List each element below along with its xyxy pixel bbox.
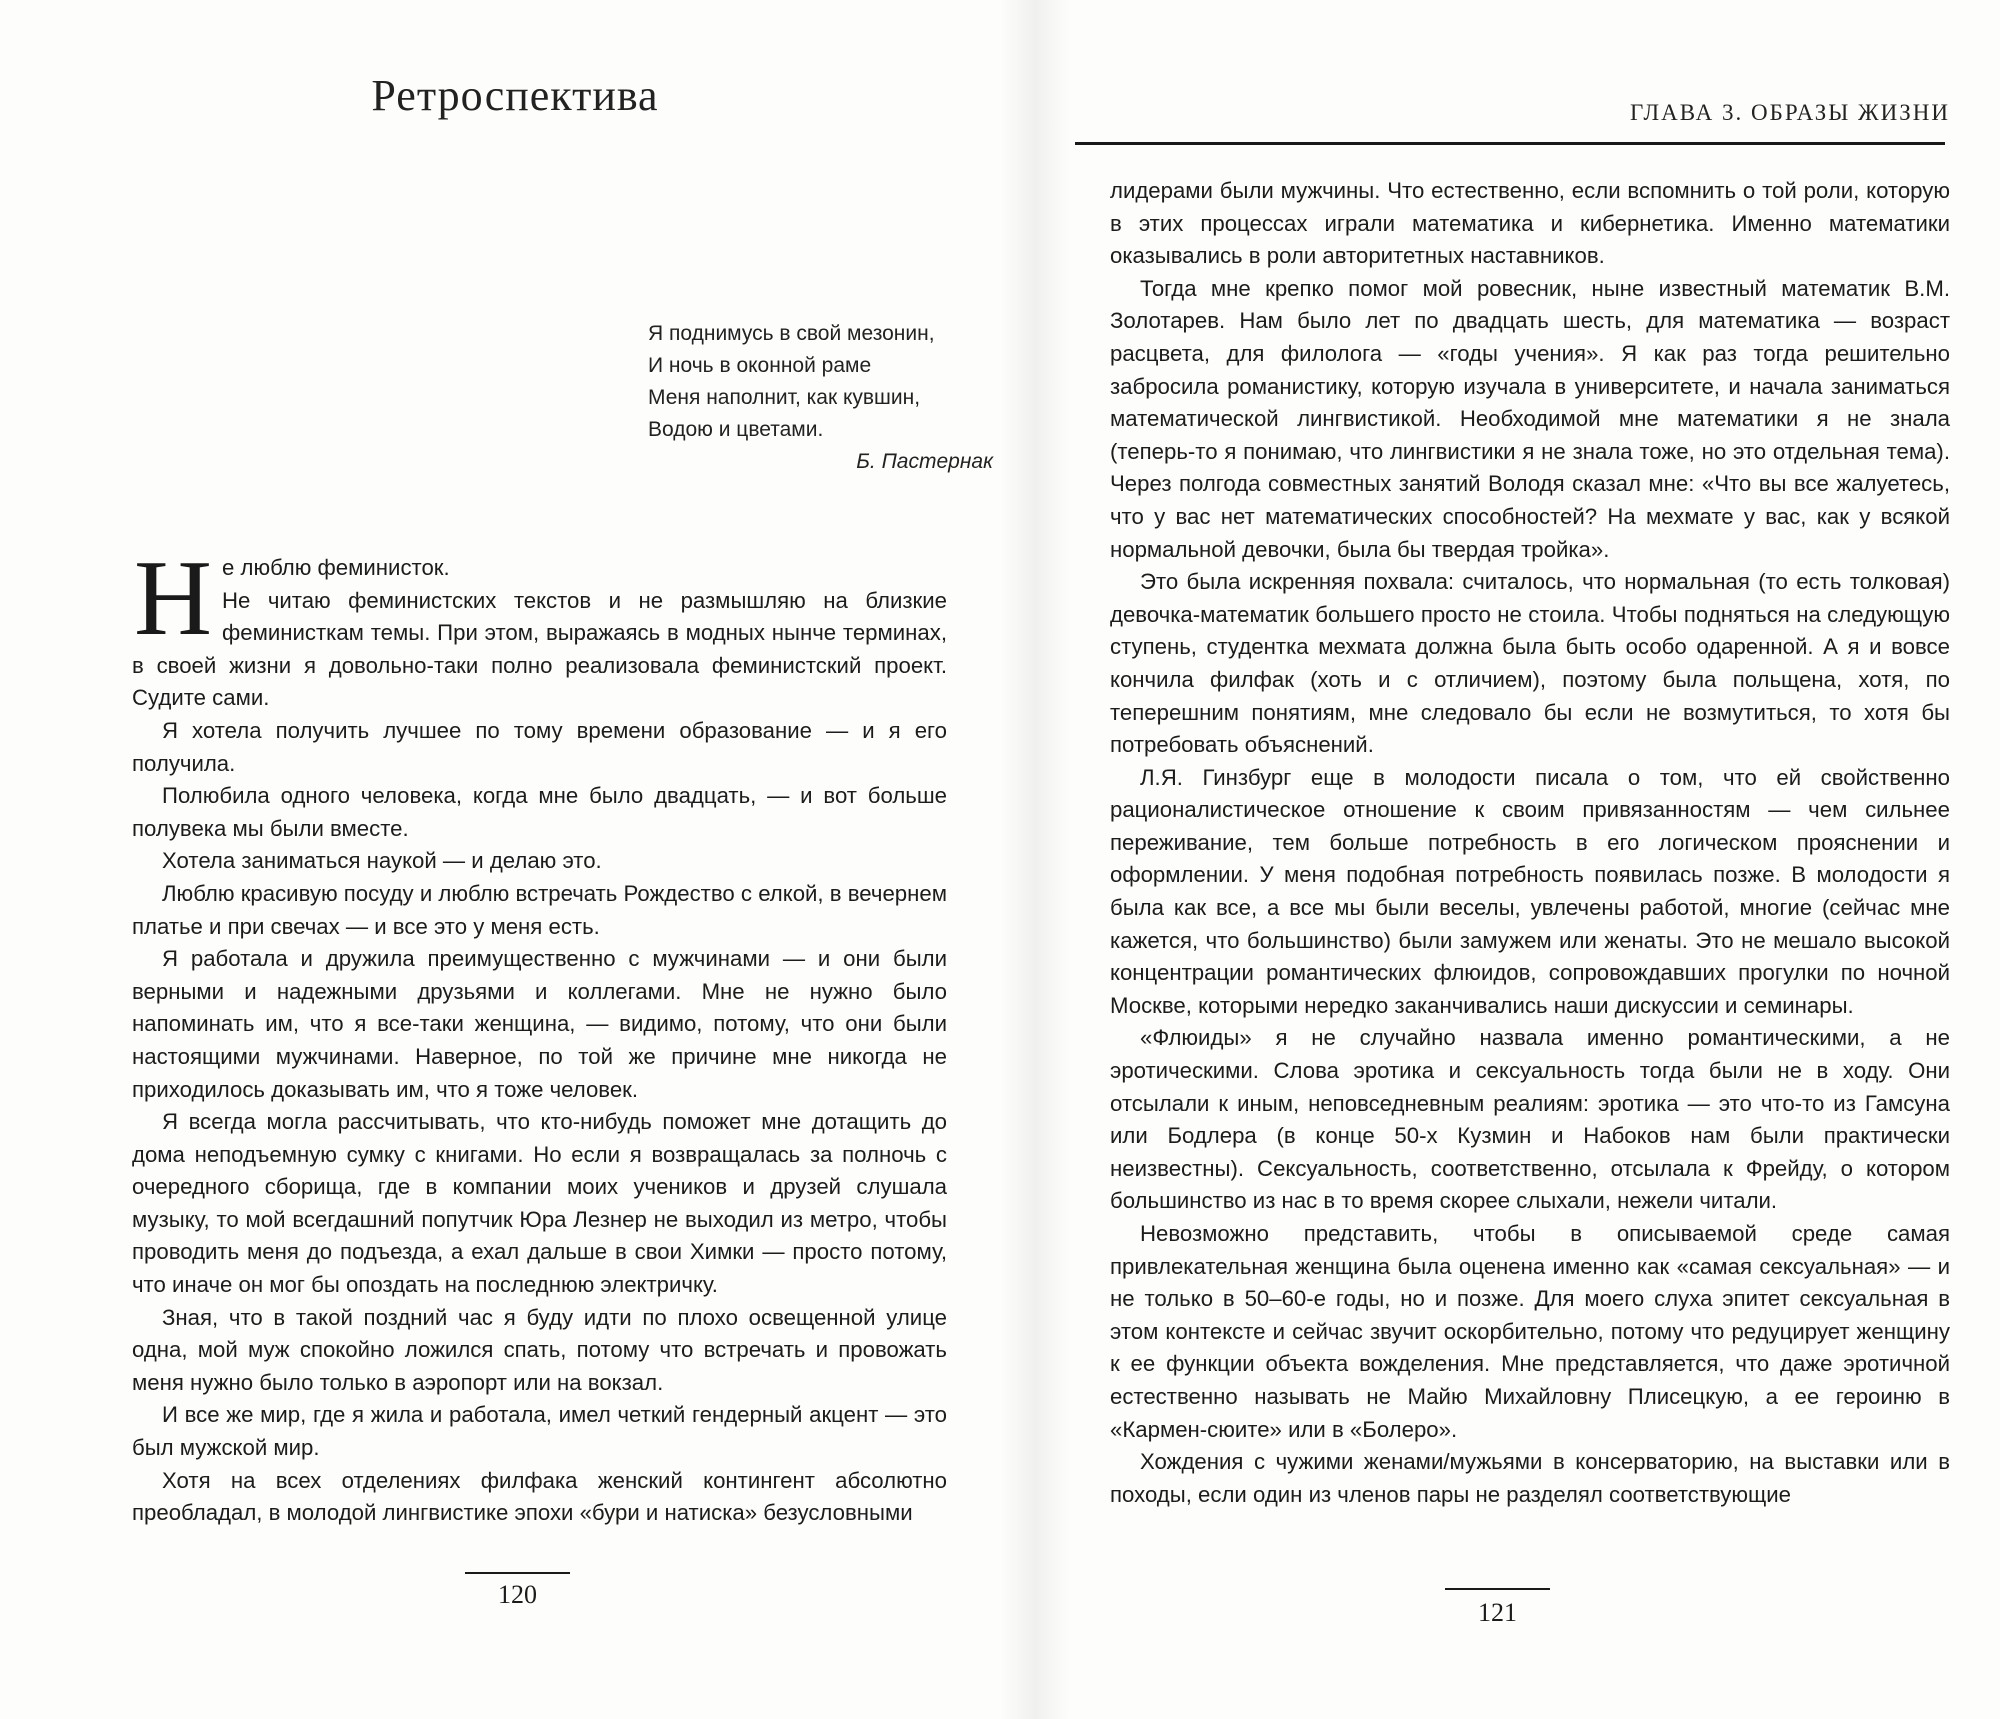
paragraph: Я работала и дружила преимущественно с мужчинами — и они были верными и надежными друзьями и коллегами. Мне не нужно было напоминать им, что я все-таки женщина, — видимо, потому, что они были настоящими мужчинами. Наверное, по той же причине мне никогда не приходилось доказывать им, что я тоже человек. xyxy=(132,946,947,1102)
paragraph: И все же мир, где я жила и работала, имел четкий гендерный акцент — это был мужской мир. xyxy=(132,1402,947,1461)
paragraph: Люблю красивую посуду и люблю встречать Рождество с елкой, в вечернем платье и при свечах — и все это у меня есть. xyxy=(132,880,947,939)
right-body-text xyxy=(1110,175,1950,1511)
epigraph xyxy=(648,318,993,478)
footer-rule xyxy=(465,1572,570,1574)
left-body-text xyxy=(132,539,947,1530)
page-number: 121 xyxy=(1478,1598,1517,1627)
page-number: 120 xyxy=(498,1580,537,1609)
paragraph: Это была искренняя похвала: считалось, что нормальная (то есть толковая) девочка-математик большего просто не стоила. Чтобы подняться на следующую ступень, студентка мехмата должна была быть особо одаренной. А я и вовсе кончила филфак (хоть и с отличием), поэтому была польщена, хотя, по теперешним понятиям, мне следовало бы если не возмутиться, то хотя бы потребовать объяснений. xyxy=(1110,569,1950,758)
header-rule xyxy=(1075,142,1945,145)
paragraph: Полюбила одного человека, когда мне было двадцать, — и вот больше полувека мы были вместе. xyxy=(132,783,947,841)
paragraph: Невозможно представить, чтобы в описываемой среде самая привлекательная женщина была оценена именно как «самая сексуальная» — и не только в 50–60-е годы, но и позже. Для моего слуха эпитет сексуальная в этом контексте и сейчас звучит оскорбительно, потому что редуцирует женщину к ее функции объекта вожделения. Мне представляется, что даже эротичной естественно называть не Майю Михайловну Плисецкую, а ее героиню в «Кармен-сюите» или в «Болеро». xyxy=(1110,1221,1950,1442)
footer-rule xyxy=(1445,1588,1550,1590)
drop-cap: Н xyxy=(134,539,212,658)
paragraph: Хождения с чужими женами/мужьями в консерваторию, на выставки или в походы, если один из членов пары не разделял соответствующие xyxy=(1110,1449,1950,1507)
running-head: ГЛАВА 3. ОБРАЗЫ ЖИЗНИ xyxy=(1629,100,1950,125)
epigraph-line: Меня наполнит, как кувшин, xyxy=(648,386,921,409)
paragraph: Я всегда могла рассчитывать, что кто-нибудь поможет мне дотащить до дома неподъемную сумку с книгами. Но если я возвращалась за полночь с очередного сборища, где в компании моих учеников и друзей слушала музыку, то мой всегдашний попутчик Юра Лезнер не выходил из метро, чтобы проводить меня до подъезда, а ехал дальше в свои Химки — просто потому, что иначе он мог бы опоздать на последнюю электричку. xyxy=(132,1109,947,1298)
epigraph-line: Я поднимусь в свой мезонин, xyxy=(648,322,935,345)
paragraph: Я хотела получить лучшее по тому времени образование — и я его получила. xyxy=(132,717,947,776)
paragraph: Тогда мне крепко помог мой ровесник, ныне известный математик В.М. Золотарев. Нам было лет по двадцать шесть, для математика — возраст расцвета, для филолога — «годы учения». Я как раз тогда решительно забросила романистику, которую изучала в университете, и начала заниматься математической лингвистикой. Необходимой мне математики я не знала (теперь-то я понимаю, что лингвистики я не знала тоже, но это отдельная тема). Через полгода совместных занятий Володя сказал мне: «Что вы все жалуетесь, что у вас нет математических способностей? На мехмате у вас, как у всякой нормальной девочки, была бы твердая тройка». xyxy=(1110,275,1950,562)
paragraph: Л.Я. Гинзбург еще в молодости писала о том, что ей свойственно рационалистическое отношение к своим привязанностям — чем сильнее переживание, тем больше потребность в его логическом прояснении и оформлении. У меня подобная потребность появилась позже. В молодости я была как все, а все мы были веселы, увлечены работой, многие (сейчас мне кажется, что большинство) были замужем или женаты. Это не мешало высокой концентрации романтических флюидов, сопровождавших прогулки по ночной Москве, которыми нередко заканчивались наши дискуссии и семинары. xyxy=(1110,764,1950,1018)
epigraph-line: И ночь в оконной раме xyxy=(648,354,872,377)
paragraph: Зная, что в такой поздний час я буду идти по плохо освещенной улице одна, мой муж спокойно ложился спать, потому что встречать и провожать меня нужно было только в аэропорт или на вокзал. xyxy=(132,1304,947,1395)
paragraph: Хотела заниматься наукой — и делаю это. xyxy=(162,848,602,874)
paragraph: «Флюиды» я не случайно назвала именно романтическими, а не эротическими. Слова эротика и сексуальность тогда были не в ходу. Они отсылали к иным, неповседневным реалиям: эротика — это что-то из Гамсуна или Бодлера (в конце 50-х Кузмин и Набоков нам были практически неизвестны). Сексуальность, соответственно, отсылала к Фрейду, о котором большинство из нас в то время скорее слыхали, нежели читали. xyxy=(1110,1025,1950,1214)
paragraph: Хотя на всех отделениях филфака женский контингент абсолютно преобладал, в молодой лингвистике эпохи «бури и натиска» безусловными xyxy=(132,1467,947,1526)
paragraph: лидерами были мужчины. Что естественно, если вспомнить о той роли, которую в этих процессах играли математика и кибернетика. Именно математики оказывались в роли авторитетных наставников. xyxy=(1110,178,1950,269)
right-page xyxy=(1040,0,2000,1719)
epigraph-line: Водою и цветами. xyxy=(648,418,824,441)
chapter-title: Ретроспектива xyxy=(371,71,659,120)
paragraph-text: е люблю феминисток. xyxy=(222,555,450,580)
epigraph-author: Б. Пастернак xyxy=(856,450,993,473)
paragraph: Не читаю феминистских текстов и не размышляю на близкие феминисткам темы. При этом, выражаясь в модных нынче терминах, в своей жизни я довольно-таки полно реализовала феминистский проект. Судите сами. xyxy=(132,587,947,711)
